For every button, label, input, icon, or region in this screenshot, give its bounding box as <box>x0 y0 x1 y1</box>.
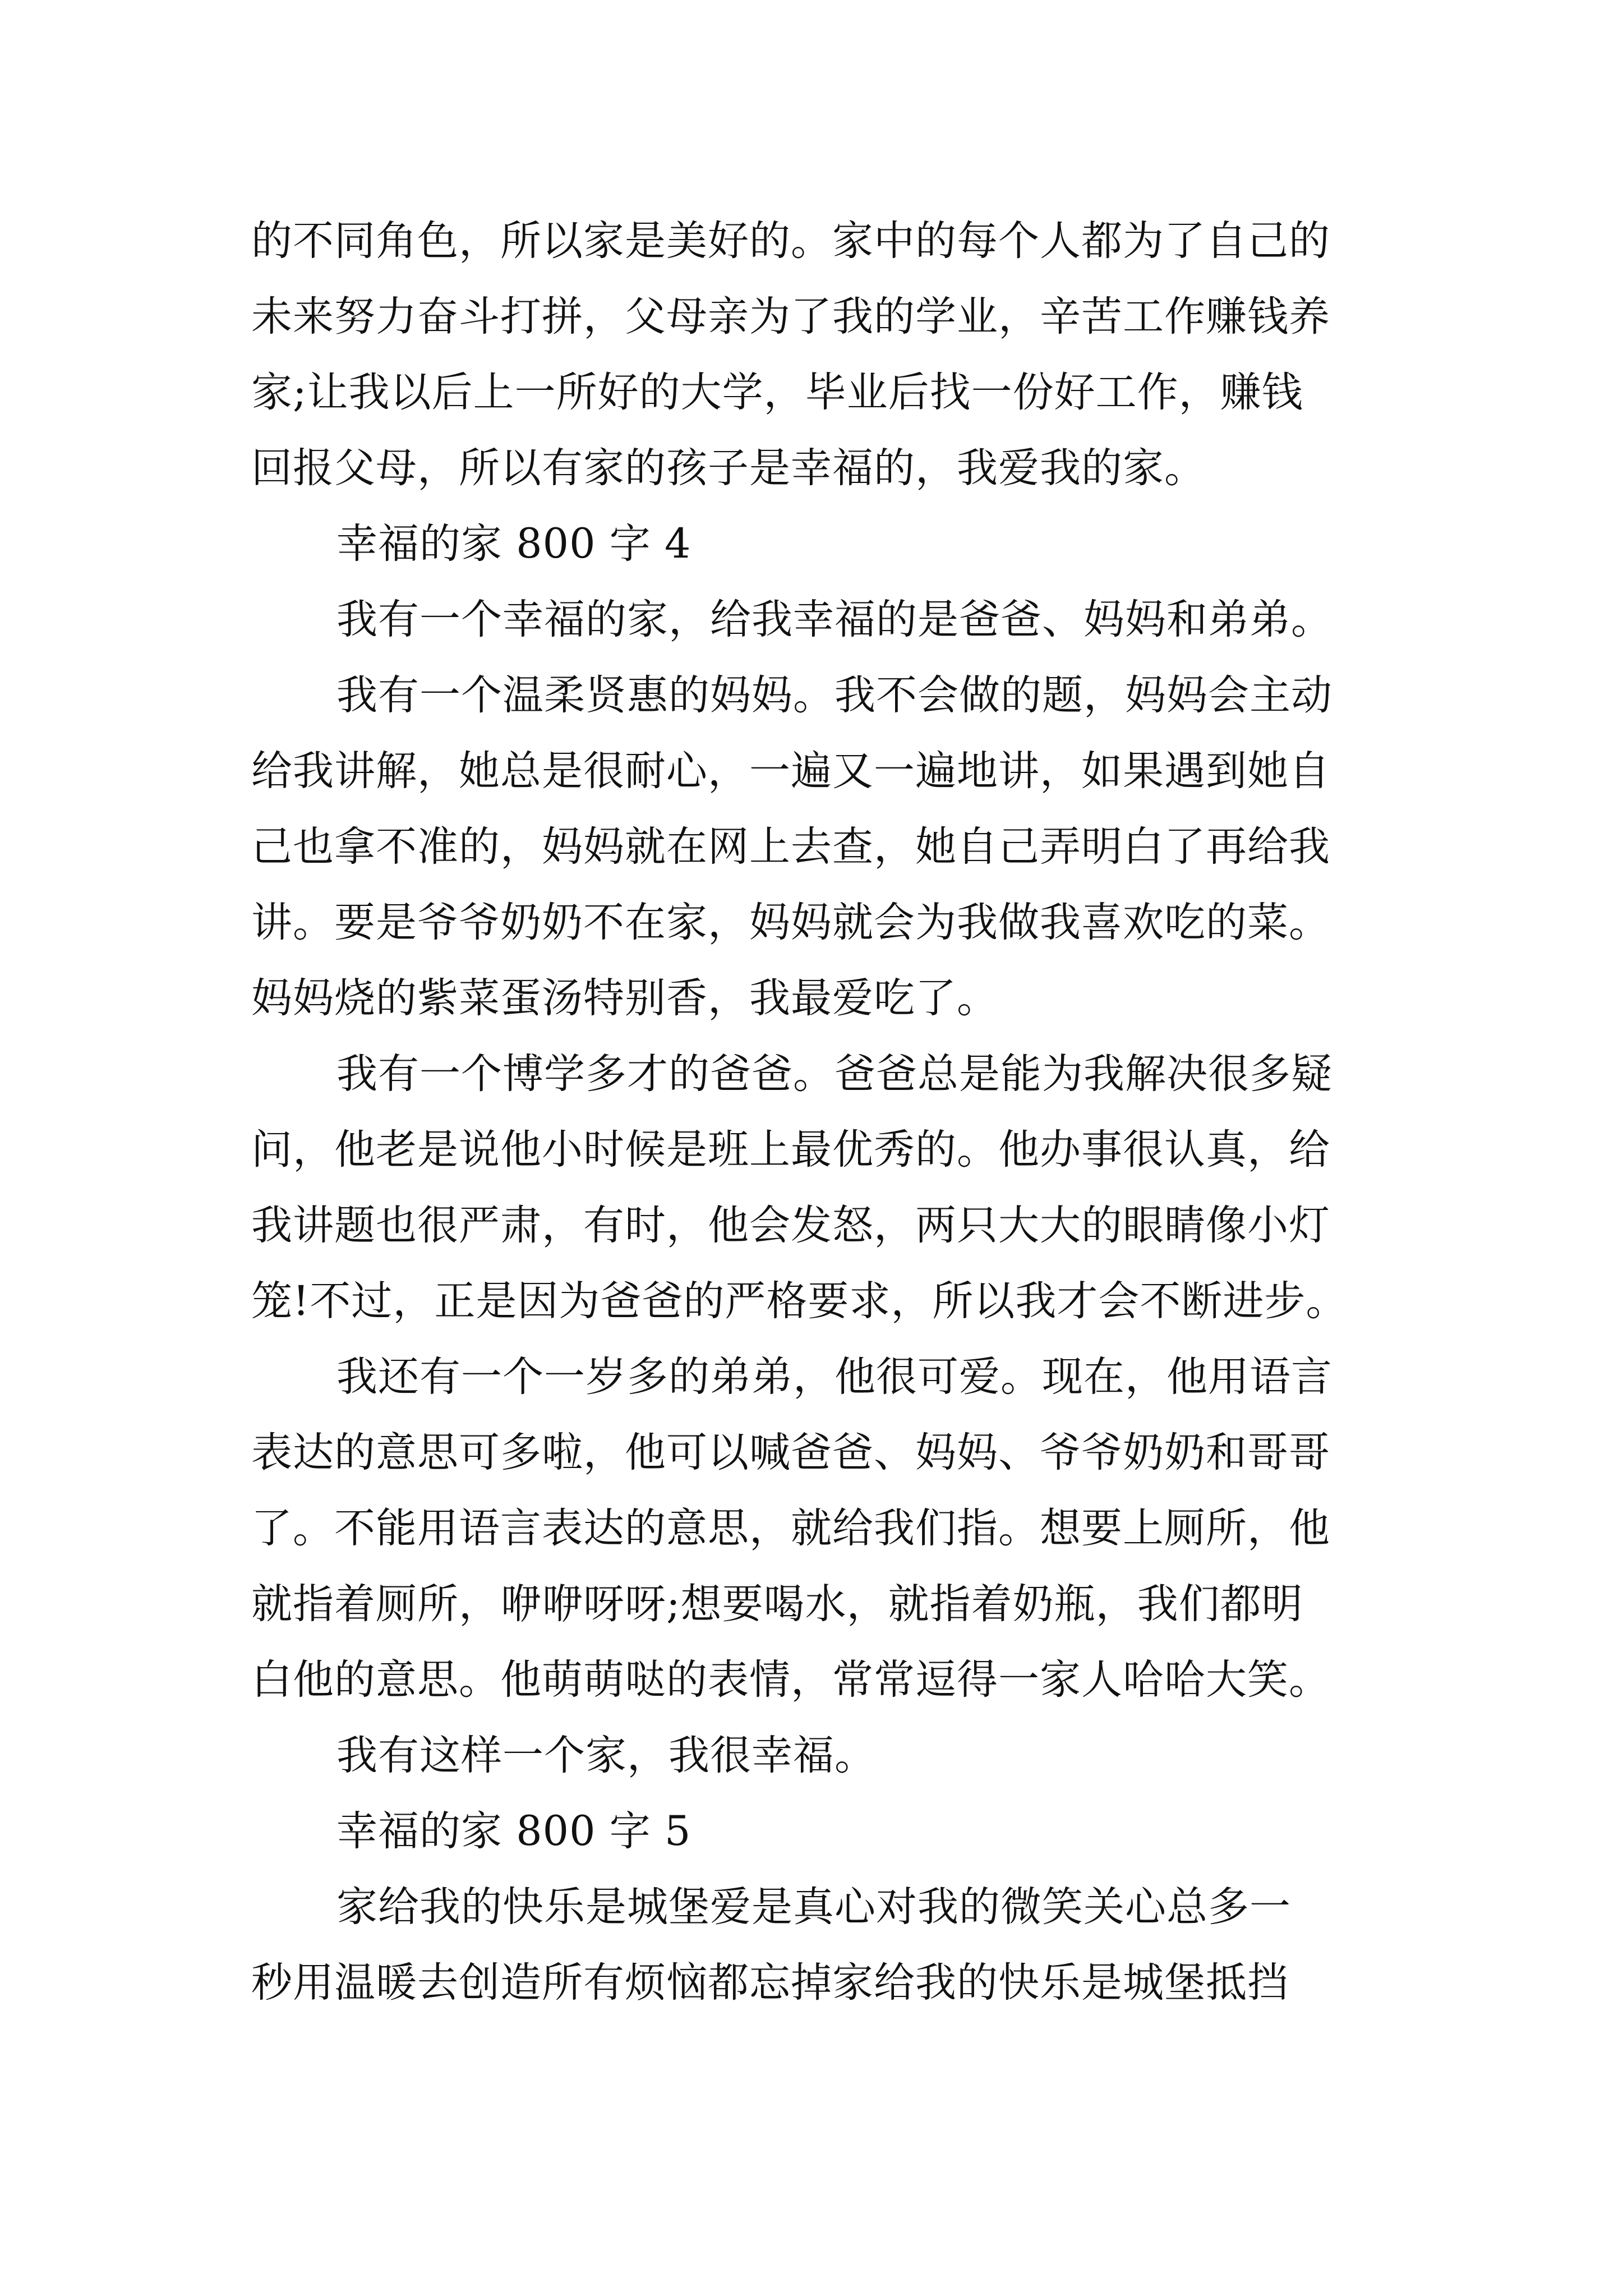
text-line: 未来努力奋斗打拼，父母亲为了我的学业，辛苦工作赚钱养 <box>251 293 1330 341</box>
text-line: 我还有一个一岁多的弟弟，他很可爱。现在，他用语言 <box>336 1353 1332 1401</box>
section-heading: 幸福的家 800 字 5 <box>336 1807 691 1855</box>
text-line: 我有这样一个家，我很幸福。 <box>336 1732 876 1779</box>
text-line: 问，他老是说他小时候是班上最优秀的。他办事很认真，给 <box>251 1126 1330 1174</box>
text-line: 我有一个温柔贤惠的妈妈。我不会做的题，妈妈会主动 <box>336 671 1332 719</box>
text-line: 秒用温暖去创造所有烦恼都忘掉家给我的快乐是城堡抵挡 <box>251 1959 1289 2007</box>
text-line: 家给我的快乐是城堡爱是真心对我的微笑关心总多一 <box>336 1883 1291 1931</box>
text-line: 家;让我以后上一所好的大学，毕业后找一份好工作，赚钱 <box>251 369 1303 416</box>
text-line: 表达的意思可多啦，他可以喊爸爸、妈妈、爷爷奶奶和哥哥 <box>251 1429 1330 1476</box>
text-line: 回报父母，所以有家的孩子是幸福的，我爱我的家。 <box>251 444 1206 492</box>
text-line: 给我讲解，她总是很耐心，一遍又一遍地讲，如果遇到她自 <box>251 747 1330 795</box>
text-line: 笼!不过，正是因为爸爸的严格要求，所以我才会不断进步。 <box>251 1277 1348 1325</box>
text-line: 我有一个博学多才的爸爸。爸爸总是能为我解决很多疑 <box>336 1050 1332 1098</box>
text-line: 妈妈烧的紫菜蛋汤特别香，我最爱吃了。 <box>251 974 998 1022</box>
text-line: 的不同角色，所以家是美好的。家中的每个人都为了自己的 <box>251 217 1330 265</box>
text-line: 就指着厕所，咿咿呀呀;想要喝水，就指着奶瓶，我们都明 <box>251 1580 1303 1628</box>
text-line: 讲。要是爷爷奶奶不在家，妈妈就会为我做我喜欢吃的菜。 <box>251 899 1330 946</box>
text-line: 我有一个幸福的家，给我幸福的是爸爸、妈妈和弟弟。 <box>336 596 1332 643</box>
text-line: 己也拿不准的，妈妈就在网上去查，她自己弄明白了再给我 <box>251 823 1330 871</box>
text-line: 白他的意思。他萌萌哒的表情，常常逗得一家人哈哈大笑。 <box>251 1656 1330 1704</box>
text-line: 我讲题也很严肃，有时，他会发怒，两只大大的眼睛像小灯 <box>251 1202 1330 1249</box>
section-heading: 幸福的家 800 字 4 <box>336 520 691 568</box>
text-line: 了。不能用语言表达的意思，就给我们指。想要上厕所，他 <box>251 1504 1330 1552</box>
